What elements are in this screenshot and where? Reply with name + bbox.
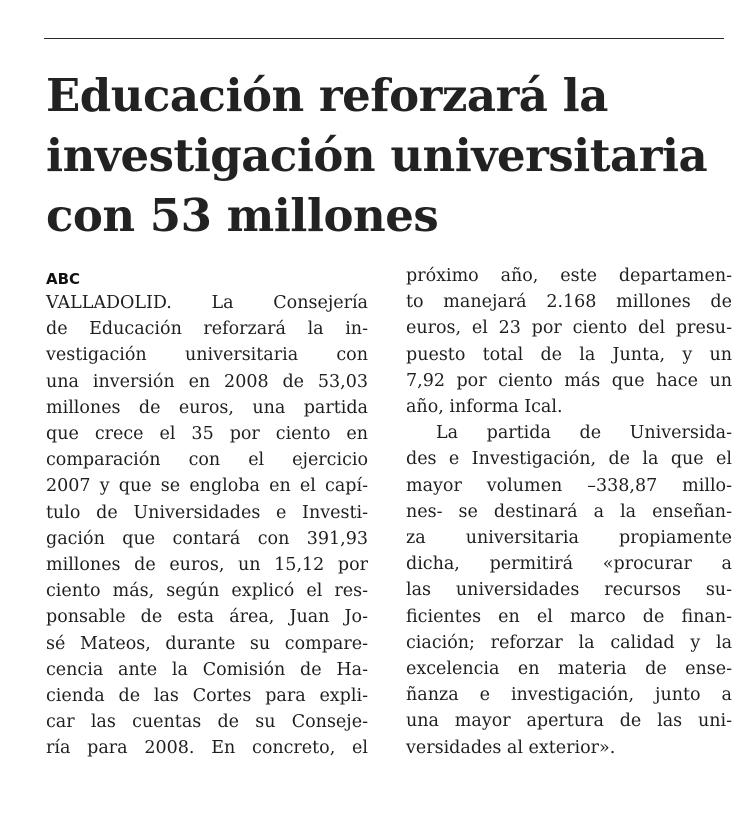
- right-column: [406, 263, 732, 761]
- text-line: ñanza e investigación, junto a: [406, 685, 732, 706]
- text-line: sé Mateos, durante su compare-: [46, 633, 368, 654]
- text-line: de Educación reforzará la in-: [46, 319, 368, 340]
- text-line: una mayor apertura de las uni-: [406, 711, 732, 732]
- text-line: cencia ante la Comisión de Ha-: [46, 659, 368, 680]
- text-line: ciación; reforzar la calidad y la: [406, 632, 732, 653]
- text-line: ciento más, según explicó el res-: [46, 581, 368, 602]
- source-byline: ABC: [46, 270, 81, 288]
- text-line: za universitaria propiamente: [406, 528, 732, 549]
- left-column: [46, 290, 368, 762]
- text-line: VALLADOLID. La Consejería: [46, 293, 368, 313]
- text-line: millones de euros, una partida: [46, 397, 368, 418]
- text-line: año, informa Ical.: [406, 397, 563, 418]
- text-line: 7,92 por ciento más que hace un: [406, 370, 732, 391]
- text-line: euros, el 23 por ciento del presu-: [406, 318, 732, 339]
- text-line: La partida de Universida-: [436, 423, 732, 444]
- text-line: próximo año, este departamen-: [406, 266, 732, 286]
- text-line: las universidades recursos su-: [406, 580, 732, 601]
- text-line: excelencia en materia de ense-: [406, 659, 732, 680]
- text-line: to manejará 2.168 millones de: [406, 292, 732, 313]
- text-line: tulo de Universidades e Investi-: [46, 502, 368, 523]
- text-line: nes- se destinará a la enseñan-: [406, 501, 732, 522]
- text-line: vestigación universitaria con: [46, 345, 368, 366]
- text-line: ficientes en el marco de finan-: [406, 606, 732, 627]
- text-line: mayor volumen –338,87 millo-: [406, 475, 732, 496]
- text-line: puesto total de la Junta, y un: [406, 344, 732, 365]
- text-line: dicha, permitirá «procurar a: [406, 554, 732, 575]
- text-line: millones de euros, un 15,12 por: [46, 555, 368, 576]
- text-line: car las cuentas de su Conseje-: [46, 712, 368, 733]
- text-line: versidades al exterior».: [406, 737, 616, 758]
- text-line: ría para 2008. En concreto, el: [46, 738, 368, 759]
- headline-line: con 53 millones: [46, 189, 439, 242]
- text-line: cienda de las Cortes para expli-: [46, 686, 368, 707]
- text-line: gación que contará con 391,93: [46, 528, 368, 549]
- text-line: ponsable de esta área, Juan Jo-: [46, 607, 368, 628]
- text-line: una inversión en 2008 de 53,03: [46, 371, 368, 392]
- top-rule: [44, 38, 724, 39]
- text-line: que crece el 35 por ciento en: [46, 424, 368, 445]
- text-line: comparación con el ejercicio: [46, 450, 368, 471]
- headline-line: Educación reforzará la: [46, 69, 608, 122]
- headline-line: investigación universitaria: [46, 129, 708, 182]
- text-line: des e Investigación, de la que el: [406, 449, 732, 470]
- headline: [46, 66, 707, 246]
- text-line: 2007 y que se engloba en el capí-: [46, 476, 368, 497]
